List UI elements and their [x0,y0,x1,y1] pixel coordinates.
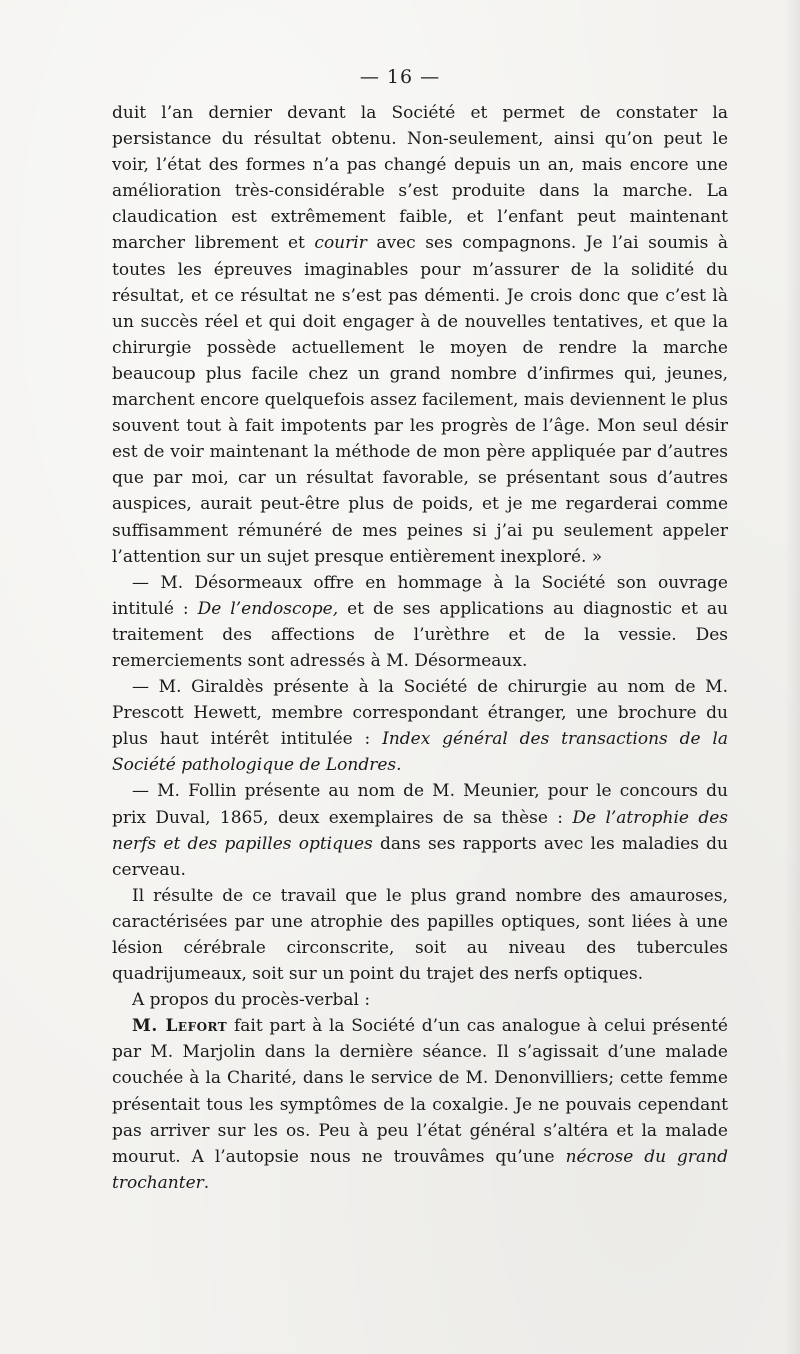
paragraph-summary: Il résulte de ce travail que le plus grand nombre des amauroses, caractérisées par une atrophie des papilles optiques, sont liées à une lésion cérébrale circonscrite, soit au niveau des tubercules quadrijumeaux, soit sur un point du trajet des nerfs optiques. [112,885,728,985]
paragraph-proces-verbal: A propos du procès-verbal : [132,990,371,1011]
italic-title: De l’endoscope, [197,598,339,619]
text-run: avec ses compagnons. Je l’ai soumis à toutes les épreuves imaginables pour m’assurer de la solidité du résultat, et ce résultat ne s’est pas démenti. Je crois donc que c’est là un succès réel et qui doit engager à de nouvelles tentatives, et que la chirurgie possède actuellement le moyen de rendre la marche beaucoup plus facile chez un grand nombre d’infirmes qui, jeunes, marchent encore quelquefois assez facilement, mais deviennent le plus souvent tout à fait impotents par les progrès de l’âge. Mon seul désir est de voir maintenant la méthode de mon père appliquée par d’autres que par moi, car un résultat favorable, se présentant sous d’autres auspices, aurait peut-être plus de poids, et je me regarderai comme suffisamment rémunéré de mes peines si j’ai pu seulement appeler l’attention sur un sujet presque entièrement inexploré. » [112,233,728,567]
text-run: . [203,1172,210,1193]
text-run: — M. Giraldès présente à la Société de chirurgie au nom de M. Prescott Hewett, membre correspondant étranger, une brochure du plus haut intérêt intitulée : [112,677,728,750]
paragraph-continuation [112,100,728,570]
page-number: — 16 — [359,66,441,88]
text-run: — M. Follin présente au nom de M. Meunier, pour le concours du prix Duval, 1865, deux exemplaires de sa thèse : [112,781,728,828]
text-run: et de ses applications au diagnostic et au traitement des affections de l’urèthre et de la vessie. Des remerciements sont adressés à M. Désormeaux. [112,598,728,671]
italic-title: Index général des transactions de la Société pathologique de Londres. [112,729,728,776]
body-text [112,100,728,1196]
italic-title: De l’atrophie des nerfs et des papilles optiques [112,807,728,854]
text-run: fait part à la Société d’un cas analogue à celui présenté par M. Marjolin dans la dernière séance. Il s’agissait d’une malade couchée à la Charité, dans le service de M. Denonvilliers; cette femme présentait tous les symptômes de la coxalgie. Je ne pouvais cependant pas arriver sur les os. Peu à peu l’état général s’altéra et la malade mourut. A l’autopsie nous ne trouvâmes qu’une [112,1016,728,1167]
paragraph-follin [112,778,728,882]
paragraph-desormeaux [112,570,728,674]
paragraph-lefort [112,1013,728,1196]
text-run: — M. Désormeaux offre en hommage à la Société son ouvrage intitulé : [112,572,728,619]
page-edge-shadow [784,0,800,1354]
text-run: duit l’an dernier devant la Société et permet de constater la persistance du résultat obtenu. Non-seulement, ainsi qu’on peut le voir, l’état des formes n’a pas changé depuis un an, mais encore une amélioration très-considérable s’est produite dans la marche. La claudication est extrêmement faible, et l’enfant peut maintenant marcher librement et [112,103,728,254]
text-run: dans ses rapports avec les maladies du cerveau. [112,833,729,880]
speaker-name: M. Lefort [132,1016,228,1037]
italic-run: courir [314,233,367,254]
paragraph-giraldes [112,674,728,778]
italic-run: nécrose du grand trochanter [112,1146,728,1193]
